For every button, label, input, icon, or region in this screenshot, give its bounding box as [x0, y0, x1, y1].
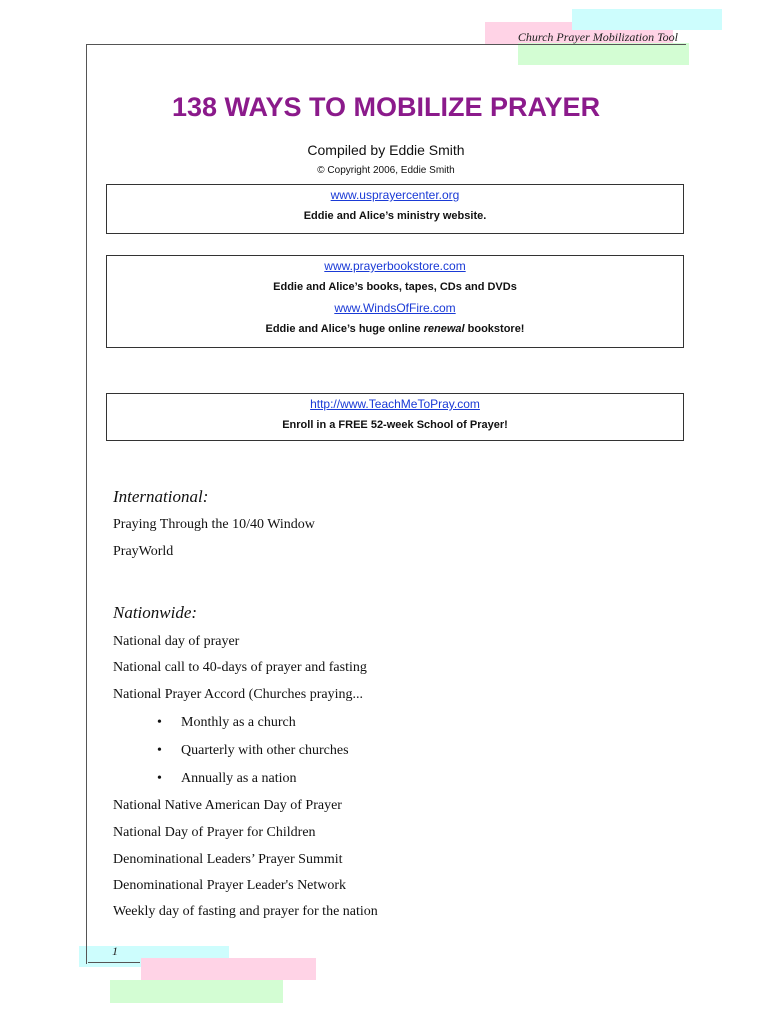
- highlight-pink-bottom: [141, 958, 316, 980]
- link-teachmetopray[interactable]: http://www.TeachMeToPray.com: [310, 397, 480, 411]
- link-usprayercenter[interactable]: www.usprayercenter.org: [330, 188, 460, 202]
- page-number: 1: [112, 944, 118, 958]
- bullet-dot-icon: •: [157, 771, 162, 786]
- running-header: Church Prayer Mobilization Tool: [517, 30, 678, 44]
- bullet-dot-icon: •: [157, 715, 162, 730]
- list-item: National day of prayer: [113, 634, 240, 649]
- list-item: National Native American Day of Prayer: [113, 798, 342, 813]
- bullet-dot-icon: •: [157, 743, 162, 758]
- bullet-text: Monthly as a church: [181, 715, 296, 730]
- section-heading-nationwide: Nationwide:: [113, 603, 198, 622]
- document-title: 138 WAYS TO MOBILIZE PRAYER: [171, 92, 601, 122]
- copyright-notice: © Copyright 2006, Eddie Smith: [317, 165, 455, 176]
- highlight-cyan-top: [572, 9, 722, 30]
- list-item: Praying Through the 10/40 Window: [113, 517, 315, 532]
- bullet-item: [157, 743, 349, 759]
- desc-text-before: Eddie and Alice’s huge online: [265, 323, 424, 335]
- page-border-left: [86, 44, 87, 964]
- highlight-green-top: [518, 43, 689, 65]
- list-item: PrayWorld: [113, 544, 174, 559]
- bullet-text: Annually as a nation: [181, 771, 297, 786]
- bullet-item: [157, 715, 296, 731]
- list-item: Denominational Leaders’ Prayer Summit: [113, 852, 343, 867]
- list-item: National Prayer Accord (Churches praying...: [113, 687, 363, 702]
- section-heading-international: International:: [113, 487, 209, 506]
- box-description: Enroll in a FREE 52-week School of Prayer!: [282, 419, 508, 431]
- info-box-ministry: [106, 184, 684, 234]
- info-box-school: [106, 393, 684, 441]
- list-item: Weekly day of fasting and prayer for the nation: [113, 904, 378, 919]
- link-windsoffire[interactable]: www.WindsOfFire.com: [334, 301, 456, 315]
- box-description: Eddie and Alice’s books, tapes, CDs and DVDs: [273, 281, 517, 293]
- desc-text-after: bookstore!: [464, 323, 525, 335]
- list-item: National Day of Prayer for Children: [113, 825, 316, 840]
- bullet-text: Quarterly with other churches: [181, 743, 349, 758]
- compiled-by: Compiled by Eddie Smith: [307, 142, 465, 158]
- box-description: Eddie and Alice’s ministry website.: [303, 210, 487, 222]
- info-box-bookstore: [106, 255, 684, 348]
- desc-text-italic: renewal: [423, 323, 465, 335]
- link-prayerbookstore[interactable]: www.prayerbookstore.com: [324, 259, 466, 273]
- box-description-renewal: [107, 318, 683, 340]
- page-number-rule: [88, 962, 140, 963]
- bullet-item: [157, 771, 296, 787]
- list-item: National call to 40-days of prayer and fasting: [113, 660, 367, 675]
- list-item: Denominational Prayer Leader's Network: [113, 878, 347, 893]
- highlight-green-bottom: [110, 980, 283, 1003]
